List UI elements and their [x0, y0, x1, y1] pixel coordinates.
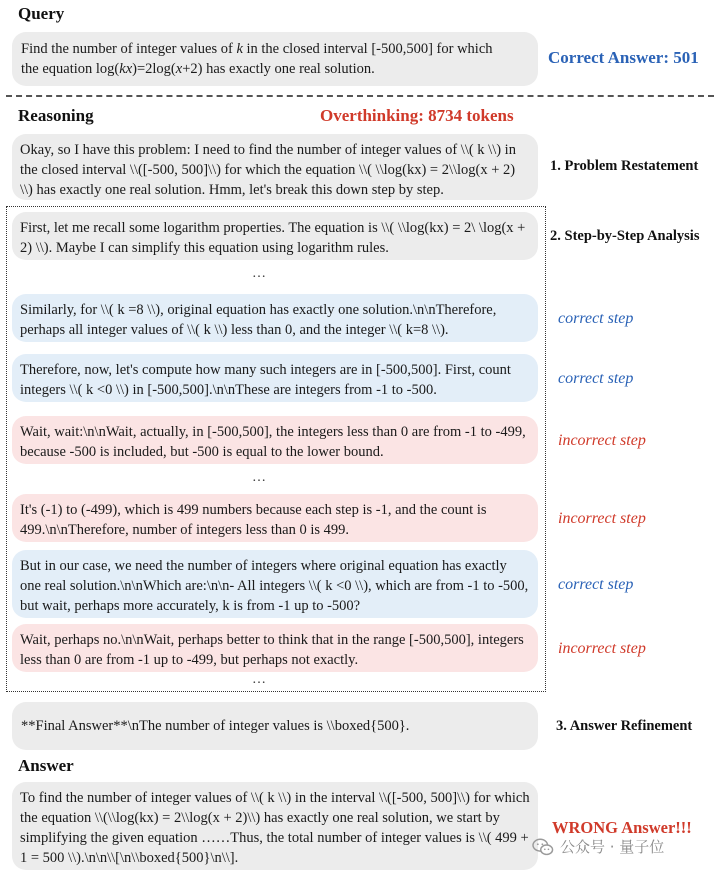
correct-answer-label: Correct Answer: 501 [548, 48, 699, 67]
reasoning-step-incorrect-1: Wait, wait:\n\nWait, actually, in [-500,500], the integers less than 0 are from -1 to -499, because -500 is included, but -500 is equal to the lower bound. [12, 416, 538, 464]
wechat-icon [532, 837, 554, 857]
query-box [12, 32, 538, 86]
label-incorrect-step-3: incorrect step [558, 640, 646, 657]
label-correct-step-1: correct step [558, 310, 634, 327]
reasoning-step-correct-3: But in our case, we need the number of integers where original equation has exactly one real solution.\n\nWhich are:\n\n- All integers \\( k <0 \\), which are from -1 to -500, but wait, perhaps more accurately, k is from -1 up to -500? [12, 550, 538, 618]
ellipsis: … [252, 470, 266, 485]
label-incorrect-step-2: incorrect step [558, 510, 646, 527]
ellipsis: … [252, 672, 266, 687]
overthinking-badge: Overthinking: 8734 tokens [320, 106, 514, 125]
query-text-line-2: the equation log(kx)=2log(x+2) has exactly one real solution. [21, 61, 375, 77]
label-correct-step-2: correct step [558, 370, 634, 387]
reasoning-step-incorrect-2: It's (-1) to (-499), which is 499 numbers because each step is -1, and the count is 499.\n\nTherefore, number of integers less than 0 is 499. [12, 494, 538, 542]
reasoning-step-restatement: Okay, so I have this problem: I need to find the number of integer values of \\( k \\) in the closed interval \\([-500, 500]\\) for which the equation \\( \\log(kx) = 2\\log(x + 2) \\) has exactly one real solution. Hmm, let's break this down step by step. [12, 134, 538, 200]
wrong-answer-verdict: WRONG Answer!!! [552, 818, 692, 837]
section-divider [6, 95, 714, 97]
watermark-text: 公众号 · 量子位 [560, 838, 665, 856]
label-answer-refinement: 3. Answer Refinement [556, 718, 693, 734]
answer-heading: Answer [18, 756, 74, 775]
reasoning-step-analysis: First, let me recall some logarithm properties. The equation is \\( \\log(kx) = 2\ \log(x + 2) \\). Maybe I can simplify this equation using logarithm rules. [12, 212, 538, 260]
label-problem-restatement: 1. Problem Restatement [550, 158, 699, 174]
label-correct-step-3: correct step [558, 576, 634, 593]
reasoning-final-answer: **Final Answer**\nThe number of integer values is \\boxed{500}. [12, 702, 538, 750]
ellipsis: … [252, 266, 266, 281]
reasoning-step-correct-2: Therefore, now, let's compute how many such integers are in [-500,500]. First, count integers \\( k <0 \\) in [-500,500].\n\nThese are integers from -1 to -500. [12, 354, 538, 402]
label-step-by-step-analysis: 2. Step-by-Step Analysis [550, 228, 700, 244]
query-heading: Query [18, 4, 65, 23]
watermark [532, 836, 664, 857]
reasoning-step-incorrect-3: Wait, perhaps no.\n\nWait, perhaps better to think that in the range [-500,500], integers less than 0 are from -1 up to -499, but perhaps not exactly. [12, 624, 538, 672]
reasoning-step-correct-1: Similarly, for \\( k =8 \\), original equation has exactly one solution.\n\nTherefore, perhaps all integer values of \\( k \\) less than 0, and the integer \\( k=8 \\). [12, 294, 538, 342]
label-incorrect-step-1: incorrect step [558, 432, 646, 449]
reasoning-heading: Reasoning [18, 106, 94, 125]
answer-box: To find the number of integer values of \\( k \\) in the interval \\([-500, 500]\\) for which the equation \\(\\log(kx) = 2\\log(x + 2)\\) has exactly one real solution, we start by simplifying the given equation ……Thus, the total number of integer values is \\( 499 + 1 = 500 \\).\n\n\\[\n\\boxed{500}\n\\]. [12, 782, 538, 870]
query-text-line-1: Find the number of integer values of k in the closed interval [-500,500] for which [21, 41, 493, 57]
